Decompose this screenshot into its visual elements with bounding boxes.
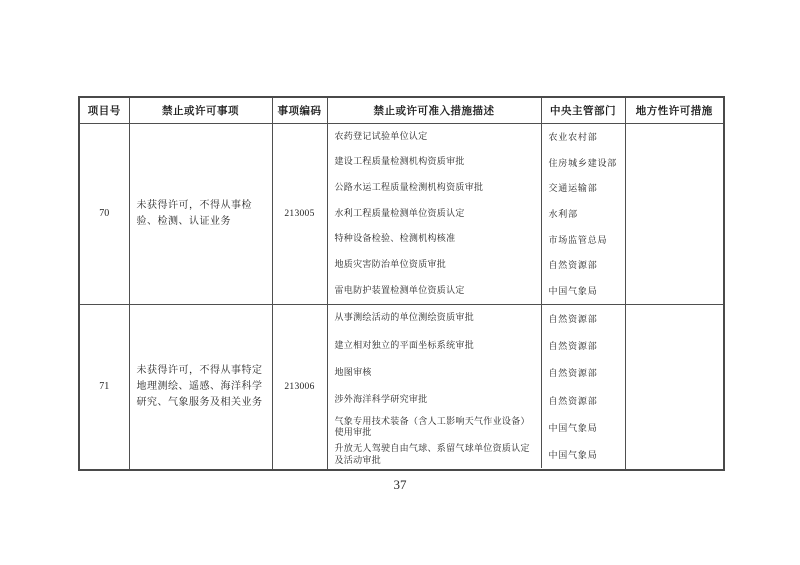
header-central-department: 中央主管部门 [541, 97, 625, 123]
measure-description: 地质灾害防治单位资质审批 [328, 252, 542, 278]
measures-stack [328, 124, 625, 304]
measure-row [328, 175, 625, 201]
prohibited-item-text: 未获得许可，不得从事检验、检测、认证业务 [136, 199, 252, 227]
local-measures-cell [625, 123, 724, 304]
header-measure-description: 禁止或许可准入措施描述 [327, 97, 541, 123]
measure-description: 雷电防护装置检测单位资质认定 [328, 278, 542, 304]
table-row [79, 123, 724, 304]
item-number: 70 [99, 208, 110, 219]
prohibited-item-cell [129, 304, 272, 470]
measure-row [328, 278, 625, 304]
measure-description: 建立相对独立的平面坐标系统审批 [328, 332, 542, 359]
central-department: 中国气象局 [548, 422, 598, 433]
central-department: 自然资源部 [548, 313, 598, 324]
measure-row [328, 201, 625, 227]
central-department: 中国气象局 [548, 286, 598, 297]
measure-description: 气象专用技术装备（含人工影响天气作业设备）使用审批 [328, 414, 542, 441]
central-department: 自然资源部 [548, 368, 598, 379]
header-local-measures: 地方性许可措施 [625, 97, 724, 123]
measure-row [328, 441, 625, 468]
measure-description: 建设工程质量检测机构资质审批 [328, 149, 542, 175]
prohibited-item-text: 未获得许可，不得从事特定地理测绘、遥感、海洋科学研究、气象服务及相关业务 [136, 364, 263, 408]
measure-row [328, 149, 625, 175]
header-item-code: 事项编码 [272, 97, 327, 123]
measure-row [328, 332, 625, 359]
measure-row [328, 226, 625, 252]
measure-row [328, 386, 625, 413]
central-department: 中国气象局 [548, 450, 598, 461]
header-prohibited-item: 禁止或许可事项 [129, 97, 272, 123]
measure-description: 涉外海洋科学研究审批 [328, 386, 542, 413]
central-department: 市场监管总局 [548, 234, 608, 245]
table-header [79, 97, 724, 123]
item-code-cell [272, 304, 327, 470]
central-department: 自然资源部 [548, 340, 598, 351]
table-body [79, 123, 724, 470]
central-department: 住房城乡建设部 [548, 157, 618, 168]
item-number-cell [79, 304, 129, 470]
item-code-cell [272, 123, 327, 304]
measure-description: 农药登记试验单位认定 [328, 124, 542, 150]
item-code: 213006 [284, 381, 315, 392]
central-department: 农业农村部 [548, 131, 598, 142]
item-number: 71 [99, 381, 110, 392]
measure-row [328, 359, 625, 386]
central-department: 自然资源部 [548, 260, 598, 271]
measures-cell [327, 304, 625, 470]
table-row [79, 304, 724, 470]
measure-row [328, 305, 625, 332]
measure-row [328, 414, 625, 441]
measure-description: 水利工程质量检测单位资质认定 [328, 201, 542, 227]
permit-items-table [78, 96, 725, 471]
item-number-cell [79, 123, 129, 304]
table-header-row [79, 97, 724, 123]
central-department: 自然资源部 [548, 395, 598, 406]
measure-description: 公路水运工程质量检测机构资质审批 [328, 175, 542, 201]
measure-row [328, 124, 625, 150]
central-department: 水利部 [548, 209, 578, 220]
measures-stack [328, 305, 625, 469]
measure-description: 地图审核 [328, 359, 542, 386]
central-department: 交通运输部 [548, 183, 598, 194]
measure-row [328, 252, 625, 278]
page-number: 37 [393, 477, 407, 492]
measure-description: 升放无人驾驶自由气球、系留气球单位资质认定及活动审批 [328, 441, 542, 468]
prohibited-item-cell [129, 123, 272, 304]
item-code: 213005 [284, 208, 315, 219]
measure-description: 特种设备检验、检测机构核准 [328, 226, 542, 252]
header-item-number: 项目号 [79, 97, 129, 123]
local-measures-cell [625, 304, 724, 470]
measure-description: 从事测绘活动的单位测绘资质审批 [328, 305, 542, 332]
measures-cell [327, 123, 625, 304]
